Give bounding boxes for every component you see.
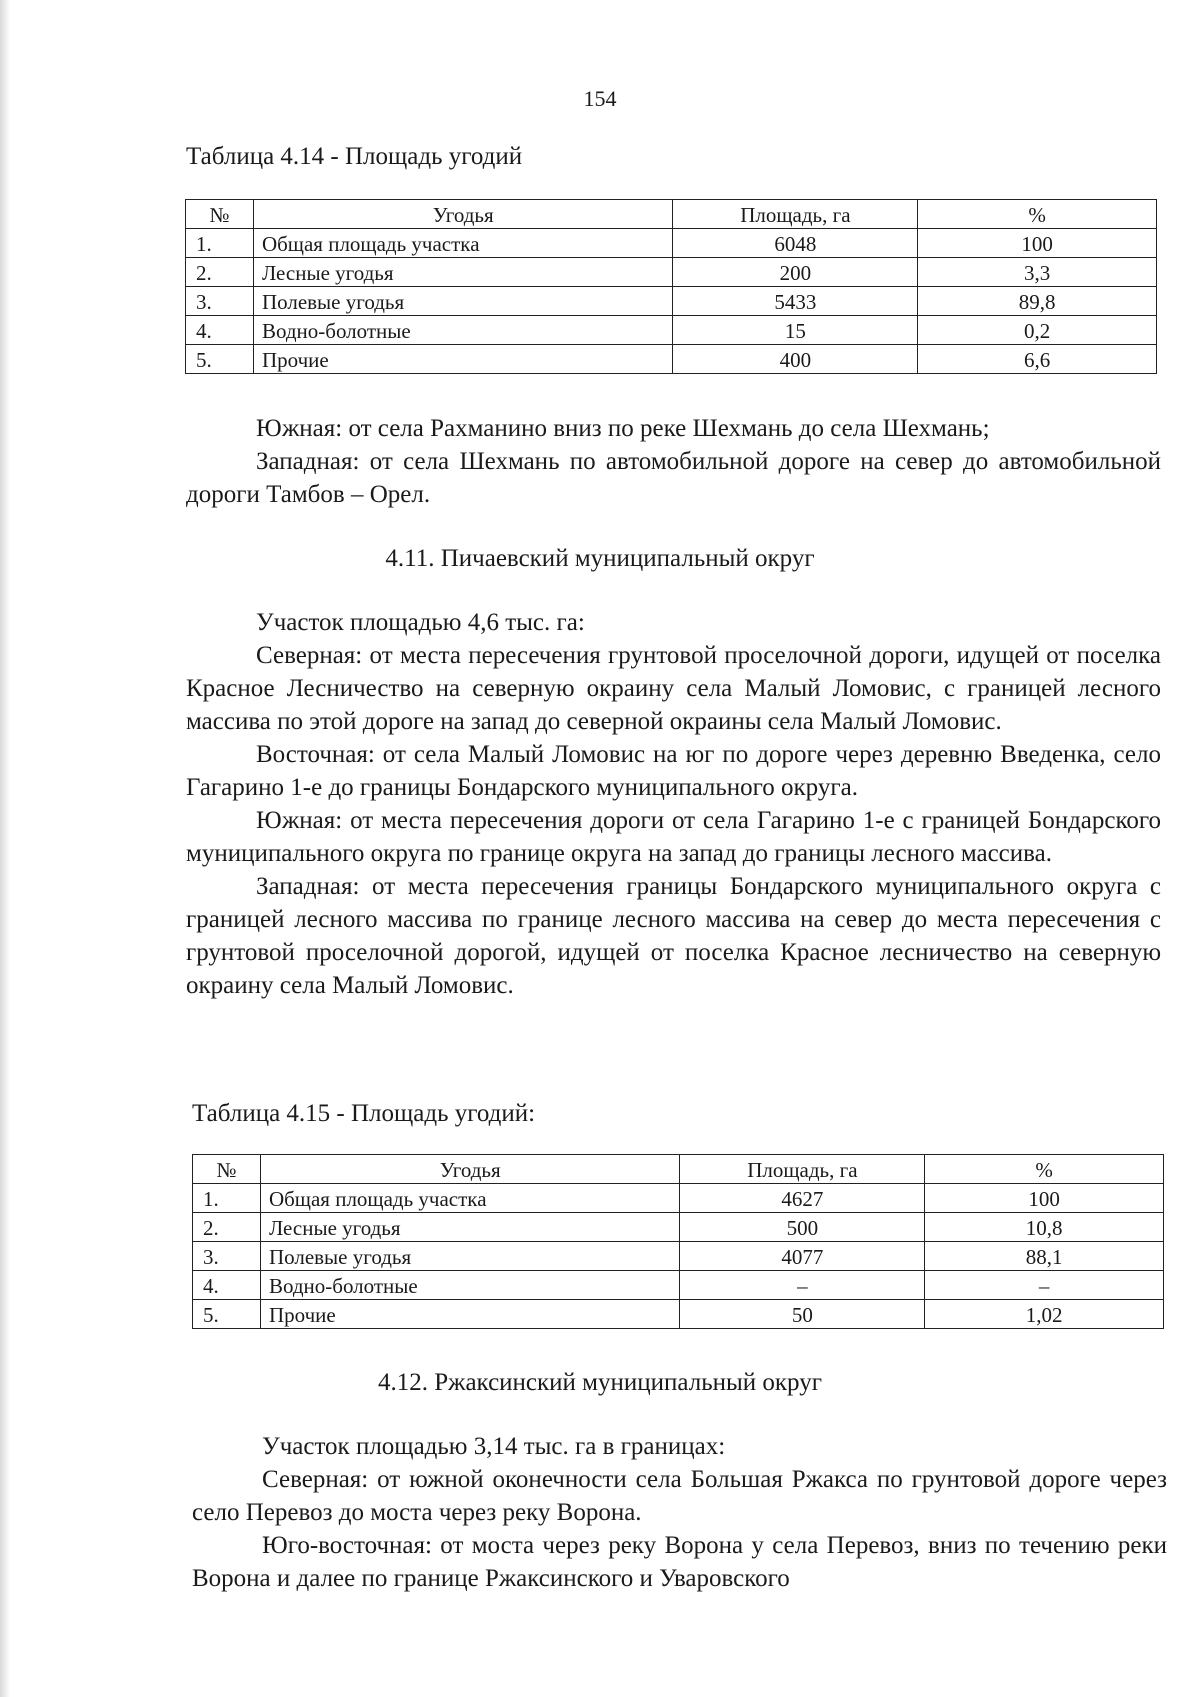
cell-percent: 3,3: [918, 258, 1157, 287]
paragraph: Северная: от места пересечения грунтовой проселочной дороги, идущей от поселка Красное Лесничество на северную окраину села Малый Ломовис, с границей лесного массива по этой дороге на запад до северной окраины села Малый Ломовис.: [186, 642, 1161, 735]
section-4-11-body: [186, 606, 1161, 1002]
cell-area: 200: [673, 258, 918, 287]
cell-number: 3.: [193, 1242, 261, 1271]
table-row: [186, 316, 1157, 345]
cell-percent: 10,8: [925, 1213, 1164, 1242]
table-header-row: [193, 1155, 1164, 1184]
table-4-14-caption: Таблица 4.14 - Площадь угодий: [186, 143, 523, 170]
table-row: [186, 258, 1157, 287]
cell-area: –: [680, 1271, 925, 1300]
cell-percent: 88,1: [925, 1242, 1164, 1271]
header-number: №: [186, 200, 254, 229]
paragraph: Западная: от места пересечения границы Бондарского муниципального округа с границей лесного массива по границе лесного массива на север до места пересечения с грунтовой проселочной дорогой, идущей от поселка Красное лесничество на северную окраину села Малый Ломовис.: [186, 873, 1161, 999]
header-area: Площадь, га: [680, 1155, 925, 1184]
section-4-12-body: [192, 1430, 1167, 1595]
cell-percent: 89,8: [918, 287, 1157, 316]
cell-area: 15: [673, 316, 918, 345]
table-4-15: [192, 1154, 1164, 1329]
cell-percent: –: [925, 1271, 1164, 1300]
cell-percent: 6,6: [918, 345, 1157, 374]
cell-number: 5.: [193, 1300, 261, 1329]
cell-land-type: Лесные угодья: [260, 1213, 680, 1242]
cell-number: 4.: [186, 316, 254, 345]
cell-area: 500: [680, 1213, 925, 1242]
section-intro: Участок площадью 4,6 тыс. га:: [256, 609, 585, 636]
table-4-14: [185, 199, 1157, 374]
cell-area: 6048: [673, 229, 918, 258]
page-number: 154: [583, 86, 617, 111]
cell-land-type: Водно-болотные: [253, 316, 673, 345]
cell-land-type: Общая площадь участка: [253, 229, 673, 258]
table-row: [193, 1213, 1164, 1242]
section-heading-4-11: 4.11. Пичаевский муниципальный округ: [385, 545, 815, 572]
table-header-row: [186, 200, 1157, 229]
table-row: [193, 1242, 1164, 1271]
cell-land-type: Прочие: [260, 1300, 680, 1329]
table-row: [186, 287, 1157, 316]
scan-edge-shadow: [0, 0, 10, 1697]
paragraph: Юго-восточная: от моста через реку Ворона у села Перевоз, вниз по течению реки Ворона и далее по границе Ржаксинского и Уваровского: [192, 1532, 1167, 1592]
section-intro: Участок площадью 3,14 тыс. га в границах:: [262, 1433, 726, 1460]
cell-percent: 100: [925, 1184, 1164, 1213]
header-area: Площадь, га: [673, 200, 918, 229]
cell-number: 2.: [193, 1213, 261, 1242]
paragraph: Западная: от села Шехмань по автомобильной дороге на север до автомобильной дороги Тамбов – Орел.: [186, 448, 1161, 508]
header-percent: %: [925, 1155, 1164, 1184]
cell-percent: 100: [918, 229, 1157, 258]
header-number: №: [193, 1155, 261, 1184]
cell-number: 3.: [186, 287, 254, 316]
table-4-15-caption: Таблица 4.15 - Площадь угодий:: [192, 1100, 536, 1127]
cell-percent: 0,2: [918, 316, 1157, 345]
cell-land-type: Общая площадь участка: [260, 1184, 680, 1213]
table-row: [193, 1271, 1164, 1300]
cell-number: 1.: [193, 1184, 261, 1213]
cell-area: 400: [673, 345, 918, 374]
table-row: [193, 1300, 1164, 1329]
header-land-type: Угодья: [253, 200, 673, 229]
cell-land-type: Полевые угодья: [260, 1242, 680, 1271]
header-land-type: Угодья: [260, 1155, 680, 1184]
table-row: [193, 1184, 1164, 1213]
cell-number: 1.: [186, 229, 254, 258]
cell-number: 4.: [193, 1271, 261, 1300]
paragraph: Восточная: от села Малый Ломовис на юг по дороге через деревню Введенка, село Гагарино 1-е до границы Бондарского муниципального округа.: [186, 741, 1161, 801]
cell-land-type: Лесные угодья: [253, 258, 673, 287]
paragraph: Южная: от места пересечения дороги от села Гагарино 1-е с границей Бондарского муниципального округа по границе округа на запад до границы лесного массива.: [186, 807, 1161, 867]
section-heading-4-12: 4.12. Ржаксинский муниципальный округ: [378, 1369, 822, 1396]
paragraph: Южная: от села Рахманино вниз по реке Шехмань до села Шехмань;: [256, 415, 990, 442]
cell-number: 2.: [186, 258, 254, 287]
cell-number: 5.: [186, 345, 254, 374]
cell-land-type: Полевые угодья: [253, 287, 673, 316]
cell-area: 4627: [680, 1184, 925, 1213]
cell-area: 50: [680, 1300, 925, 1329]
paragraph: Северная: от южной оконечности села Большая Ржакса по грунтовой дороге через село Перевоз до моста через реку Ворона.: [192, 1466, 1167, 1526]
cell-area: 5433: [673, 287, 918, 316]
table-row: [186, 345, 1157, 374]
header-percent: %: [918, 200, 1157, 229]
table-row: [186, 229, 1157, 258]
section-continuation: [186, 412, 1161, 511]
cell-land-type: Водно-болотные: [260, 1271, 680, 1300]
cell-land-type: Прочие: [253, 345, 673, 374]
cell-area: 4077: [680, 1242, 925, 1271]
cell-percent: 1,02: [925, 1300, 1164, 1329]
